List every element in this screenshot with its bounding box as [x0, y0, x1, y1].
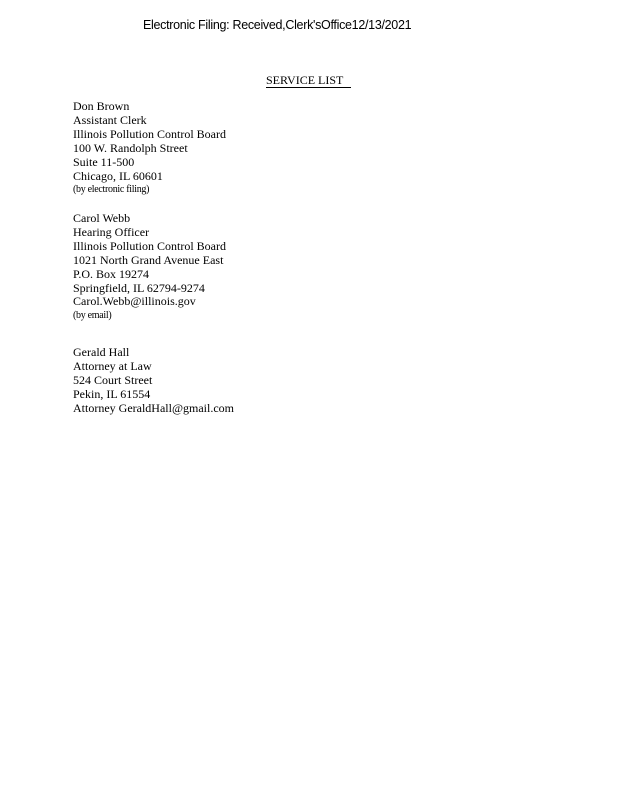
- recipient-block-carol-webb: [73, 212, 226, 323]
- recipient-title: Assistant Clerk: [73, 112, 147, 127]
- recipient-block-don-brown: [73, 100, 226, 197]
- recipient-city: Chicago, IL 60601: [73, 168, 163, 183]
- recipient-city: Pekin, IL 61554: [73, 386, 151, 401]
- recipient-email: Attorney GeraldHall@gmail.com: [73, 400, 235, 415]
- recipient-suite: Suite 11-500: [73, 154, 135, 169]
- recipient-name: Gerald Hall: [73, 345, 130, 359]
- recipient-block-gerald-hall: [73, 346, 234, 416]
- delivery-method-note: (by electronic filing): [73, 184, 150, 196]
- page-title: SERVICE LIST: [266, 73, 351, 88]
- recipient-organization: Illinois Pollution Control Board: [73, 126, 227, 141]
- recipient-street: 1021 North Grand Avenue East: [73, 252, 224, 267]
- delivery-method-note: (by email): [73, 310, 112, 322]
- recipient-title: Attorney at Law: [73, 358, 152, 373]
- recipient-name: Don Brown: [73, 99, 130, 113]
- recipient-organization: Illinois Pollution Control Board: [73, 238, 227, 253]
- recipient-po-box: P.O. Box 19274: [73, 266, 150, 281]
- recipient-street: 100 W. Randolph Street: [73, 140, 188, 155]
- recipient-city: Springfield, IL 62794-9274: [73, 280, 205, 295]
- filing-stamp: Electronic Filing: Received,Clerk'sOffice12/13/2021: [143, 18, 412, 32]
- recipient-email: Carol.Webb@illinois.gov: [73, 294, 196, 309]
- recipient-name: Carol Webb: [73, 211, 131, 225]
- recipient-street: 524 Court Street: [73, 372, 153, 387]
- recipient-title: Hearing Officer: [73, 224, 150, 239]
